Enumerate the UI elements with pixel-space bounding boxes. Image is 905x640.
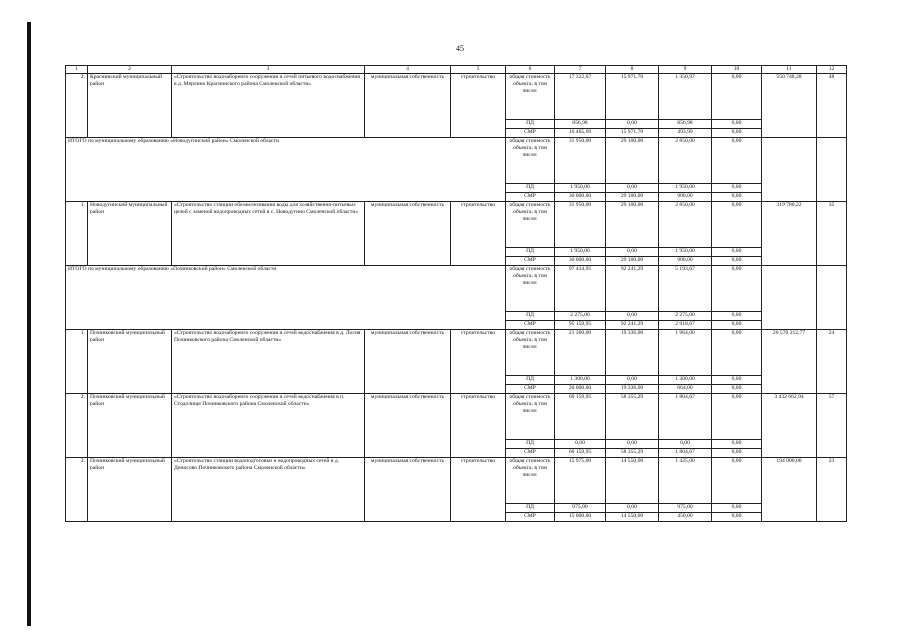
total-row: [66, 266, 847, 312]
district-name: Починковский муниципальный район: [88, 330, 172, 394]
value-col-9: 1 804,67: [659, 449, 712, 458]
header-cell: 5: [451, 66, 506, 74]
value-col-10: 0,00: [712, 266, 762, 312]
value-col-10: 0,00: [712, 193, 762, 202]
project-name: «Строительство станции обезжелезивания воды для хозяйственно-питьевых целей с заменой водопроводных сетей в с. Новодугино Смоленской области»: [172, 202, 365, 266]
value-col-8: 29 100,00: [606, 138, 659, 184]
value-col-7: 17 322,67: [555, 74, 606, 120]
value-col-7: 1 950,00: [555, 248, 606, 257]
value-col-7: 60 159,95: [555, 394, 606, 440]
ownership-type: муниципальная собственность: [365, 394, 451, 458]
value-col-7: 856,98: [555, 120, 606, 129]
value-col-9: 856,98: [659, 120, 712, 129]
project-name: «Строительство водозаборного сооружения и сетей водоснабжения в д. Лосня Починковского района Смоленской области»: [172, 330, 365, 394]
value-col-9: 975,00: [659, 504, 712, 513]
value-col-8: 58 355,29: [606, 449, 659, 458]
value-col-9: 450,00: [659, 513, 712, 522]
value-col-8: 29 100,00: [606, 257, 659, 266]
value-col-8: 92 241,29: [606, 321, 659, 330]
cost-type-label: СМР: [506, 193, 555, 202]
value-col-7: 31 950,00: [555, 138, 606, 184]
cost-type-label: ПД: [506, 184, 555, 193]
cost-type-label: СМР: [506, 321, 555, 330]
value-col-11: 550 748,28: [762, 74, 817, 138]
value-col-9: 1 950,00: [659, 184, 712, 193]
value-col-9: 1 350,97: [659, 74, 712, 120]
value-col-10: 0,00: [712, 202, 762, 248]
value-col-7: 975,00: [555, 504, 606, 513]
value-col-8: 29 100,00: [606, 202, 659, 248]
value-col-9: 1 964,00: [659, 330, 712, 376]
ownership-type: муниципальная собственность: [365, 458, 451, 522]
value-col-10: 0,00: [712, 440, 762, 449]
value-col-8: 58 355,29: [606, 394, 659, 440]
value-col-9: 493,99: [659, 129, 712, 138]
cost-type-label: ПД: [506, 376, 555, 385]
header-cell: 2: [88, 66, 172, 74]
value-col-7: 97 434,95: [555, 266, 606, 312]
table-row: [66, 394, 847, 440]
cost-type-label: СМР: [506, 385, 555, 394]
district-name: Новодугинский муниципальный район: [88, 202, 172, 266]
value-col-10: 0,00: [712, 385, 762, 394]
table-row: [66, 458, 847, 504]
value-col-12: 24: [817, 330, 847, 394]
cost-type-label: общая стоимость объекта, в том числе:: [506, 458, 555, 504]
table-row: [66, 74, 847, 120]
cost-type-label: общая стоимость объекта, в том числе:: [506, 138, 555, 184]
header-cell: 11: [762, 66, 817, 74]
value-col-8: 14 550,00: [606, 458, 659, 504]
value-col-7: 31 950,00: [555, 202, 606, 248]
scan-edge-bar: [27, 22, 31, 626]
cost-type-label: ПД: [506, 312, 555, 321]
value-col-7: 30 000,00: [555, 193, 606, 202]
page-number: 45: [456, 44, 464, 53]
header-cell: 6: [506, 66, 555, 74]
cost-type-label: общая стоимость объекта, в том числе:: [506, 394, 555, 440]
value-col-10: 0,00: [712, 330, 762, 376]
value-col-11: 194 000,00: [762, 458, 817, 522]
value-col-9: 664,00: [659, 385, 712, 394]
cost-type-label: общая стоимость объекта, в том числе:: [506, 330, 555, 376]
value-col-9: 1 300,00: [659, 376, 712, 385]
ownership-type: муниципальная собственность: [365, 330, 451, 394]
header-cell: 8: [606, 66, 659, 74]
value-col-10: 0,00: [712, 394, 762, 440]
value-col-8: 0,00: [606, 248, 659, 257]
work-type: строительство: [451, 202, 506, 266]
cost-type-label: общая стоимость объекта, в том числе:: [506, 74, 555, 120]
value-col-7: 95 159,95: [555, 321, 606, 330]
value-col-9: 2 850,00: [659, 202, 712, 248]
value-col-9: 900,00: [659, 257, 712, 266]
value-col-8: 92 241,29: [606, 266, 659, 312]
value-col-9: 1 804,67: [659, 394, 712, 440]
value-col-8: 0,00: [606, 376, 659, 385]
cost-type-label: общая стоимость объекта, в том числе:: [506, 266, 555, 312]
value-col-9: 1 425,00: [659, 458, 712, 504]
total-row: [66, 138, 847, 184]
value-col-7: 1 300,00: [555, 376, 606, 385]
value-col-9: 2 275,00: [659, 312, 712, 321]
total-label: ИТОГО по муниципальному образованию «Новодугинский район» Смоленской области: [66, 138, 506, 202]
cost-type-label: ПД: [506, 248, 555, 257]
value-col-10: 0,00: [712, 376, 762, 385]
value-col-7: 60 159,95: [555, 449, 606, 458]
value-col-8: 0,00: [606, 504, 659, 513]
header-cell: 12: [817, 66, 847, 74]
header-cell: 10: [712, 66, 762, 74]
work-type: строительство: [451, 394, 506, 458]
value-col-12: 35: [817, 202, 847, 266]
value-col-7: 21 300,00: [555, 330, 606, 376]
value-col-9: 5 193,67: [659, 266, 712, 312]
header-cell: 4: [365, 66, 451, 74]
cost-type-label: СМР: [506, 129, 555, 138]
value-col-9: 900,00: [659, 193, 712, 202]
empty-cell: [817, 138, 847, 202]
value-col-10: 0,00: [712, 449, 762, 458]
value-col-10: 0,00: [712, 138, 762, 184]
table-row: [66, 202, 847, 248]
row-number: 1.: [66, 330, 88, 394]
cost-type-label: СМР: [506, 513, 555, 522]
ownership-type: муниципальная собственность: [365, 202, 451, 266]
work-type: строительство: [451, 74, 506, 138]
value-col-11: 319 780,22: [762, 202, 817, 266]
value-col-7: 15 975,00: [555, 458, 606, 504]
value-col-8: 14 550,00: [606, 513, 659, 522]
value-col-12: 23: [817, 458, 847, 522]
value-col-10: 0,00: [712, 248, 762, 257]
header-cell: 9: [659, 66, 712, 74]
project-name: «Строительство водозаборного сооружения и сетей водоснабжения в п. Стодолище Починковского района Смоленской области»: [172, 394, 365, 458]
value-col-8: 19 336,00: [606, 330, 659, 376]
header-cell: 3: [172, 66, 365, 74]
value-col-8: 15 971,70: [606, 74, 659, 120]
project-name: «Строительство станции водоподготовки и водопроводных сетей в д. Денисово Починковского района Смоленской области»: [172, 458, 365, 522]
value-col-12: 57: [817, 394, 847, 458]
cost-type-label: СМР: [506, 449, 555, 458]
value-col-12: 48: [817, 74, 847, 138]
value-col-8: 15 971,70: [606, 129, 659, 138]
district-name: Починковский муниципальный район: [88, 458, 172, 522]
cost-type-label: общая стоимость объекта, в том числе:: [506, 202, 555, 248]
value-col-8: 0,00: [606, 440, 659, 449]
work-type: строительство: [451, 458, 506, 522]
value-col-10: 0,00: [712, 184, 762, 193]
row-number: 1.: [66, 202, 88, 266]
value-col-7: 15 000,00: [555, 513, 606, 522]
value-col-9: 1 950,00: [659, 248, 712, 257]
row-number: 2.: [66, 74, 88, 138]
value-col-9: 0,00: [659, 440, 712, 449]
ownership-type: муниципальная собственность: [365, 74, 451, 138]
value-col-10: 0,00: [712, 312, 762, 321]
table-row: [66, 330, 847, 376]
value-col-11: 3 432 662,94: [762, 394, 817, 458]
cost-type-label: ПД: [506, 120, 555, 129]
cost-type-label: ПД: [506, 504, 555, 513]
empty-cell: [762, 266, 817, 330]
value-col-7: 2 275,00: [555, 312, 606, 321]
investment-table: [65, 65, 847, 522]
value-col-9: 2 850,00: [659, 138, 712, 184]
value-col-8: 0,00: [606, 120, 659, 129]
value-col-10: 0,00: [712, 458, 762, 504]
value-col-7: 20 000,00: [555, 385, 606, 394]
value-col-10: 0,00: [712, 257, 762, 266]
value-col-10: 0,00: [712, 120, 762, 129]
value-col-7: 0,00: [555, 440, 606, 449]
district-name: Починковский муниципальный район: [88, 394, 172, 458]
value-col-9: 2 918,67: [659, 321, 712, 330]
empty-cell: [762, 138, 817, 202]
value-col-7: 30 000,00: [555, 257, 606, 266]
cost-type-label: СМР: [506, 257, 555, 266]
value-col-8: 29 100,00: [606, 193, 659, 202]
value-col-10: 0,00: [712, 321, 762, 330]
empty-cell: [817, 266, 847, 330]
table-header-row: [66, 66, 847, 74]
cost-type-label: ПД: [506, 440, 555, 449]
project-name: «Строительство водозаборного сооружения и сетей питьевого водоснабжения в д. Мерлино Краснинского района Смоленской области»: [172, 74, 365, 138]
district-name: Краснинский муниципальный район: [88, 74, 172, 138]
value-col-7: 16 465,69: [555, 129, 606, 138]
total-label: ИТОГО по муниципальному образованию «Починковский район» Смоленской области: [66, 266, 506, 330]
header-cell: 1: [66, 66, 88, 74]
row-number: 3.: [66, 458, 88, 522]
value-col-10: 0,00: [712, 129, 762, 138]
value-col-10: 0,00: [712, 513, 762, 522]
value-col-8: 19 336,00: [606, 385, 659, 394]
work-type: строительство: [451, 330, 506, 394]
value-col-10: 0,00: [712, 74, 762, 120]
header-cell: 7: [555, 66, 606, 74]
value-col-8: 0,00: [606, 312, 659, 321]
value-col-8: 0,00: [606, 184, 659, 193]
value-col-10: 0,00: [712, 504, 762, 513]
value-col-7: 1 950,00: [555, 184, 606, 193]
row-number: 2.: [66, 394, 88, 458]
value-col-11: 20 570 212,77: [762, 330, 817, 394]
